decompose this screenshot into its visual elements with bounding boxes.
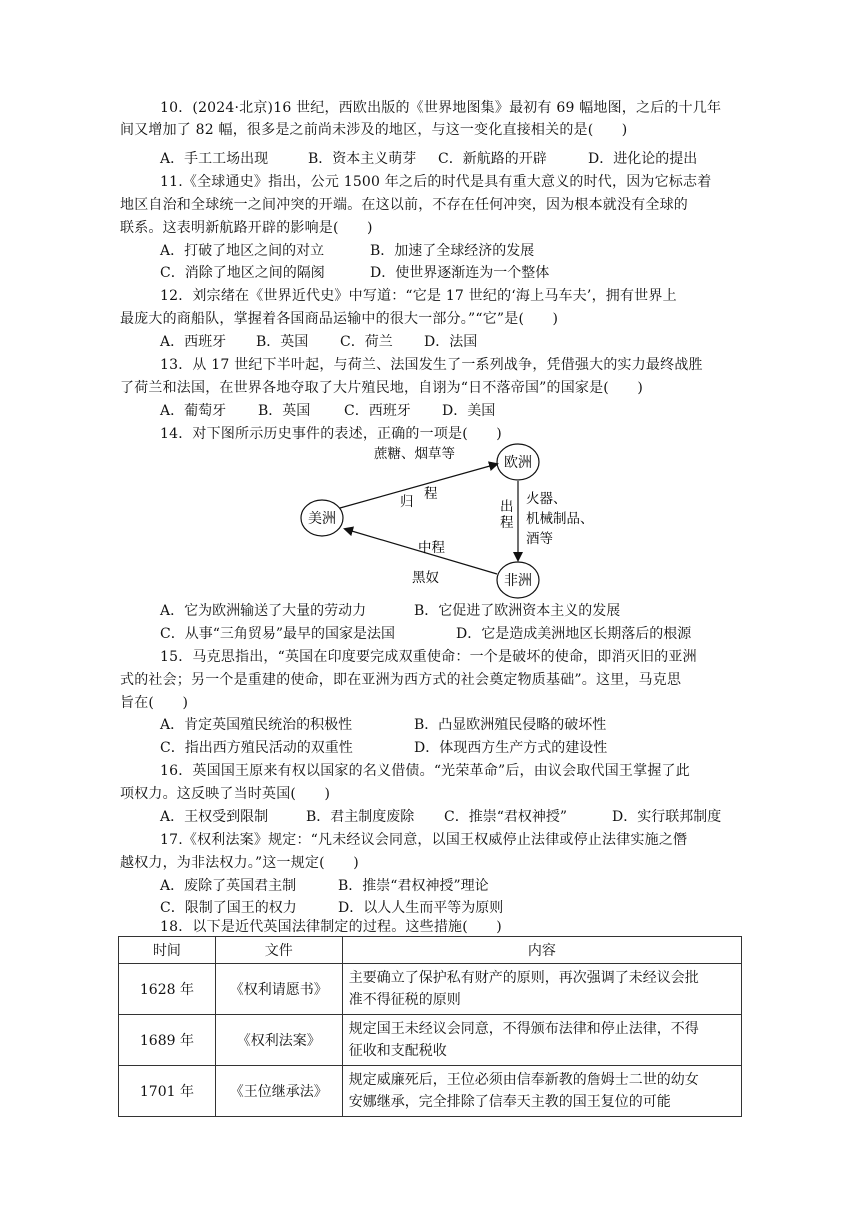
law-history-table (118, 936, 742, 1117)
q14-option-c[interactable]: C．从事“三角贸易”最早的国家是法国 (160, 626, 396, 642)
label-return-2: 程 (424, 486, 438, 502)
q15-option-b[interactable]: B．凸显欧洲殖民侵略的破坏性 (414, 717, 607, 733)
q13-option-b[interactable]: B．英国 (258, 403, 311, 419)
q15-stem-line-1: 15．马克思指出，“英国在印度要完成双重使命：一个是破坏的使命，即消灭旧的亚洲 (160, 649, 697, 665)
q14-option-a[interactable]: A．它为欧洲输送了大量的劳动力 (160, 603, 367, 619)
row-document: 《王位继承法》 (215, 1066, 342, 1117)
q16-option-c[interactable]: C．推崇“君权神授” (444, 809, 568, 825)
row-content (342, 964, 741, 1015)
row-content (342, 1066, 741, 1117)
node-america-label: 美洲 (308, 511, 336, 527)
row-content (342, 1015, 741, 1066)
q16-stem-line-1: 16．英国国王原来有权以国家的名义借债。“光荣革命”后，由议会取代国王掌握了此 (160, 763, 690, 779)
q14-options-row-1 (160, 600, 620, 622)
row-content-line-1: 规定国王未经议会同意，不得颁布法律和停止法律，不得 (348, 1021, 699, 1037)
q16-option-a[interactable]: A．王权受到限制 (160, 809, 269, 825)
header-content: 内容 (342, 937, 741, 964)
q17-option-b[interactable]: B．推崇“君权神授”理论 (338, 878, 489, 894)
q17-option-d[interactable]: D．以人人生而平等为原则 (338, 900, 504, 916)
q15-stem-line-3: 旨在( ) (120, 695, 189, 711)
q11-option-d[interactable]: D．使世界逐渐连为一个整体 (370, 265, 550, 281)
triangular-trade-svg (290, 440, 620, 600)
q14-option-b[interactable]: B．它促进了欧洲资本主义的发展 (414, 603, 621, 619)
label-goods-1: 火器、 (526, 491, 567, 507)
q15-options-row-2 (160, 737, 607, 759)
q13-option-a[interactable]: A．葡萄牙 (160, 403, 227, 419)
q10-stem-line-1: 10．(2024·北京)16 世纪，西欧出版的《世界地图集》最初有 69 幅地图，之后的十几年 (160, 100, 722, 116)
q15-stem-line-2: 式的社会；另一个是重建的使命，即在亚洲为西方式的社会奠定物质基础”。这里，马克思 (120, 672, 682, 688)
q12-option-c[interactable]: C．荷兰 (340, 334, 393, 350)
q12-stem-line-1: 12．刘宗绪在《世界近代史》中写道：“它是 17 世纪的‘海上马车夫’，拥有世界上 (160, 288, 677, 304)
label-slaves: 黑奴 (412, 570, 439, 586)
q13-options (160, 400, 495, 422)
q12-option-a[interactable]: A．西班牙 (160, 334, 227, 350)
q17-stem-line-2: 越权力，为非法权力。”这一规定( ) (120, 855, 359, 871)
q10-options (160, 148, 697, 170)
header-document: 文件 (215, 937, 342, 964)
row-content-line-2: 征收和支配税收 (348, 1043, 447, 1059)
row-document: 《权利法案》 (215, 1015, 342, 1066)
table-row (119, 1015, 742, 1066)
row-content-line-1: 主要确立了保护私有财产的原则，再次强调了未经议会批 (348, 970, 699, 986)
q16-stem-line-2: 项权力。这反映了当时英国( ) (120, 786, 331, 802)
q15-option-c[interactable]: C．指出西方殖民活动的双重性 (160, 740, 353, 756)
label-return-1: 归 (400, 494, 414, 510)
q17-option-a[interactable]: A．废除了英国君主制 (160, 878, 297, 894)
q11-options-row-1 (160, 240, 534, 262)
q11-option-a[interactable]: A．打破了地区之间的对立 (160, 243, 325, 259)
q10-option-a[interactable]: A．手工工场出现 (160, 151, 269, 167)
q16-option-b[interactable]: B．君主制度废除 (306, 809, 415, 825)
q11-option-c[interactable]: C．消除了地区之间的隔阂 (160, 265, 325, 281)
q18-stem: 18．以下是近代英国法律制定的过程。这些措施( ) (160, 919, 502, 935)
q15-option-a[interactable]: A．肯定英国殖民统治的积极性 (160, 717, 353, 733)
node-africa-label: 非洲 (504, 573, 532, 589)
q16-options (160, 806, 721, 828)
q14-option-d[interactable]: D．它是造成美洲地区长期落后的根源 (456, 626, 692, 642)
header-time: 时间 (119, 937, 216, 964)
row-time: 1689 年 (119, 1015, 216, 1066)
q17-options-row-1 (160, 875, 489, 897)
q11-stem-line-1: 11.《全球通史》指出，公元 1500 年之后的时代是具有重大意义的时代，因为它标志着 (160, 174, 712, 190)
label-sugar-tobacco: 蔗糖、烟草等 (374, 446, 455, 462)
triangular-trade-diagram (290, 440, 620, 600)
q13-stem-line-1: 13．从 17 世纪下半叶起，与荷兰、法国发生了一系列战争，凭借强大的实力最终战胜 (160, 357, 703, 373)
q17-stem-line-1: 17.《权利法案》规定：“凡未经议会同意，以国王权威停止法律或停止法律实施之僭 (160, 832, 688, 848)
row-document: 《权利请愿书》 (215, 964, 342, 1015)
row-time: 1628 年 (119, 964, 216, 1015)
q15-option-d[interactable]: D．体现西方生产方式的建设性 (414, 740, 608, 756)
q11-option-b[interactable]: B．加速了全球经济的发展 (370, 243, 535, 259)
q11-stem-line-2: 地区自治和全球统一之间冲突的开端。在这以前，不存在任何冲突，因为根本就没有全球的 (120, 197, 688, 213)
q13-option-c[interactable]: C．西班牙 (344, 403, 411, 419)
q16-option-d[interactable]: D．实行联邦制度 (612, 809, 722, 825)
q10-option-b[interactable]: B．资本主义萌芽 (308, 151, 417, 167)
return-leg-arrow (340, 464, 497, 508)
q13-stem-line-2: 了荷兰和法国，在世界各地夺取了大片殖民地，自诩为“日不落帝国”的国家是( ) (120, 380, 644, 396)
table-row (119, 964, 742, 1015)
q15-options-row-1 (160, 714, 606, 736)
q12-option-d[interactable]: D．法国 (424, 334, 478, 350)
table-row (119, 1066, 742, 1117)
q14-options-row-2 (160, 623, 691, 645)
q12-option-b[interactable]: B．英国 (256, 334, 309, 350)
row-content-line-2: 准不得征税的原则 (348, 992, 461, 1008)
q11-options-row-2 (160, 262, 549, 284)
label-goods-3: 酒等 (526, 531, 553, 547)
label-goods-2: 机械制品、 (526, 511, 594, 527)
label-outbound-2: 程 (500, 515, 514, 531)
row-content-line-1: 规定威廉死后，王位必须由信奉新教的詹姆士二世的幼女 (348, 1072, 699, 1088)
q14-stem: 14．对下图所示历史事件的表述，正确的一项是( ) (160, 426, 502, 442)
q10-option-d[interactable]: D．进化论的提出 (588, 151, 698, 167)
q10-option-c[interactable]: C．新航路的开辟 (438, 151, 547, 167)
q13-option-d[interactable]: D．美国 (442, 403, 496, 419)
q12-stem-line-2: 最庞大的商船队，掌握着各国商品运输中的很大一部分。”“它”是( ) (120, 311, 559, 327)
q17-option-c[interactable]: C．限制了国王的权力 (160, 900, 297, 916)
label-outbound-1: 出 (500, 499, 514, 515)
row-time: 1701 年 (119, 1066, 216, 1117)
table-header-row (119, 937, 742, 964)
q12-options (160, 331, 477, 353)
q11-stem-line-3: 联系。这表明新航路开辟的影响是( ) (120, 220, 373, 236)
label-middle-passage: 中程 (418, 540, 445, 556)
q10-stem-line-2: 间又增加了 82 幅，很多是之前尚未涉及的地区，与这一变化直接相关的是( ) (120, 122, 628, 138)
row-content-line-2: 安娜继承，完全排除了信奉天主教的国王复位的可能 (348, 1094, 671, 1110)
node-europe-label: 欧洲 (504, 455, 532, 471)
